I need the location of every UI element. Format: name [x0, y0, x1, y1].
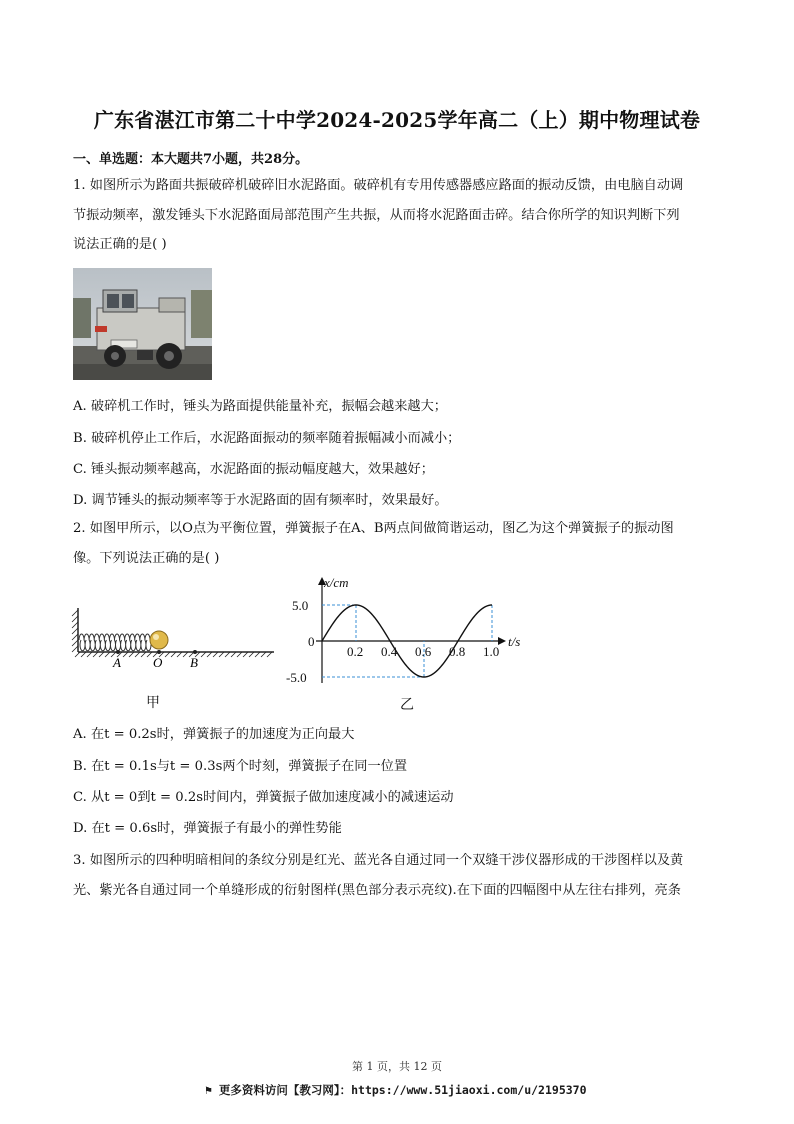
point-b-label: B — [190, 655, 198, 670]
q1-option-d: D. 调节锤头的振动频率等于水泥路面的固有频率时，效果最好。 — [73, 493, 448, 508]
q1-option-c: C. 锤头振动频率越高，水泥路面的振动幅度越大，效果越好； — [73, 462, 434, 477]
q3-stem-line: 光、紫光各自通过同一个单缝形成的衍射图样(黑色部分表示亮纹).在下面的四幅图中从左往右排列，亮条 — [73, 882, 681, 898]
q2-option-d: D. 在t = 0.6s时，弹簧振子有最小的弹性势能 — [73, 821, 342, 836]
q3-stem-line: 3. 如图所示的四种明暗相间的条纹分别是红光、蓝光各自通过同一个双缝干涉仪器形成的干涉图样以及黄 — [73, 853, 684, 868]
x-tick-label: 1.0 — [483, 644, 500, 659]
q2-stem-line: 像。下列说法正确的是( ) — [73, 550, 220, 566]
banner-text: 更多资料访问【教习网】：https://www.51jiaoxi.com/u/2195370 — [218, 1083, 587, 1097]
point-o-label: O — [153, 655, 163, 670]
q2-option-b: B. 在t = 0.1s与t = 0.3s两个时刻，弹簧振子在同一位置 — [73, 759, 408, 774]
q1-stem-line: 说法正确的是( ) — [73, 237, 167, 252]
q1-stem-line: 节振动频率，激发锤头下水泥路面局部范围产生共振，从而将水泥路面击碎。结合你所学的知识判断下列 — [73, 207, 680, 223]
question-2 — [73, 514, 721, 573]
page-title: 广东省湛江市第二十中学2024-2025学年高二（上）期中物理试卷 — [93, 108, 701, 132]
point-a-label: A — [113, 655, 121, 670]
y-tick-label: 0 — [308, 634, 315, 649]
x-tick-label: 0.6 — [415, 644, 432, 659]
x-tick-label: 0.2 — [347, 644, 364, 659]
q1-option-b: B. 破碎机停止工作后，水泥路面振动的频率随着振幅减小而减小； — [73, 431, 461, 446]
resource-banner[interactable] — [205, 1082, 587, 1098]
section-heading: 一、单选题：本大题共7小题，共28分。 — [73, 152, 309, 167]
q1-stem-line: 1. 如图所示为路面共振破碎机破碎旧水泥路面。破碎机有专用传感器感应路面的振动反馈，由电脑自动调 — [73, 178, 684, 193]
vibration-graph — [282, 573, 532, 693]
figure-a-label: 甲 — [146, 695, 160, 711]
q2-stem-line: 2. 如图甲所示，以O点为平衡位置，弹簧振子在A、B两点间做简谐运动，图乙为这个弹簧振子的振动图 — [73, 521, 674, 536]
page-footer: 第 1 页，共 12 页 — [352, 1060, 442, 1073]
y-tick-label: -5.0 — [286, 670, 307, 685]
figure-b-label: 乙 — [400, 697, 414, 713]
question-1 — [73, 171, 721, 260]
question-3 — [73, 846, 721, 905]
spring-oscillator-figure — [70, 600, 280, 680]
crusher-photo — [73, 268, 212, 380]
x-axis-label: t/s — [508, 634, 521, 649]
oscillator-ball — [150, 631, 168, 649]
flag-icon: ⚑ — [205, 1083, 219, 1097]
q2-option-a: A. 在t = 0.2s时，弹簧振子的加速度为正向最大 — [73, 727, 355, 742]
x-tick-label: 0.8 — [449, 644, 466, 659]
y-tick-label: 5.0 — [292, 598, 309, 613]
q2-option-c: C. 从t = 0到t = 0.2s时间内，弹簧振子做加速度减小的减速运动 — [73, 790, 454, 805]
q1-option-a: A. 破碎机工作时，锤头为路面提供能量补充，振幅会越来越大； — [73, 399, 447, 414]
y-axis-label: x/cm — [324, 575, 349, 590]
x-tick-label: 0.4 — [381, 644, 398, 659]
